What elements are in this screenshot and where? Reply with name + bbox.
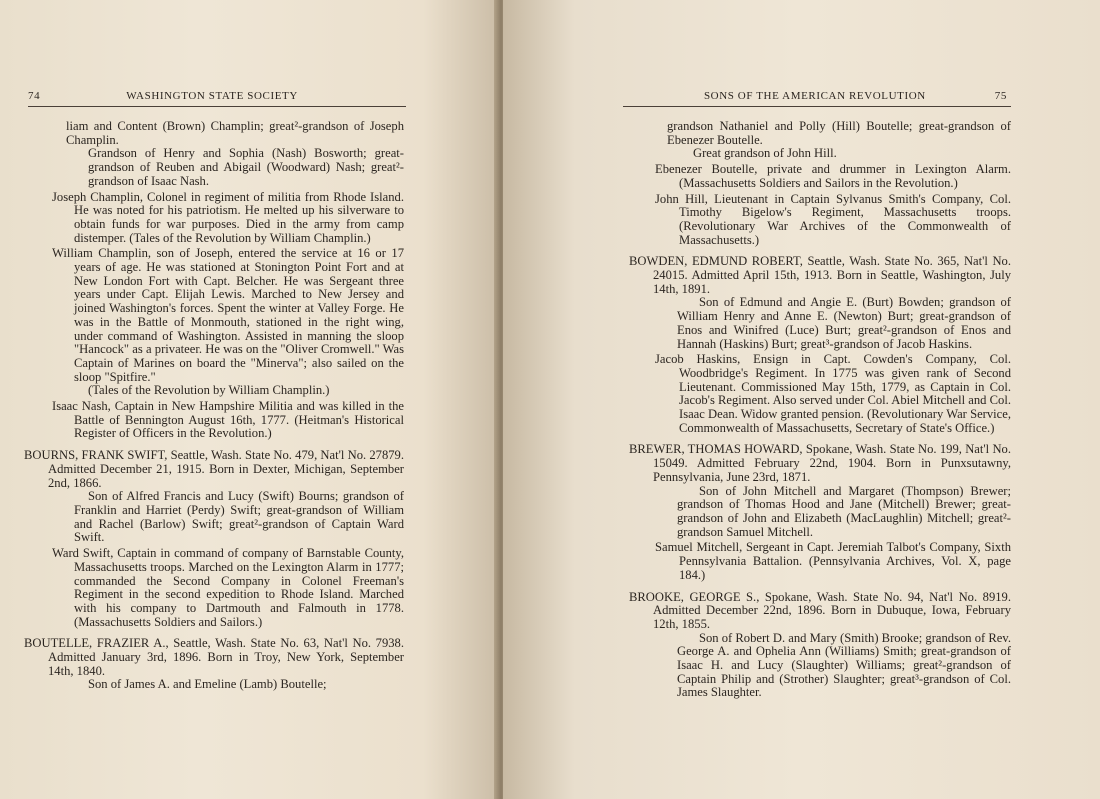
page-number: 74 bbox=[28, 90, 41, 102]
member-entry: BOURNS, FRANK SWIFT, Seattle, Wash. State No. 479, Nat'l No. 27879. Admitted December 21, 1915. Born in Dexter, Michigan, September 2nd, 1866. bbox=[24, 448, 404, 490]
left-page-body bbox=[24, 120, 404, 692]
left-page-header bbox=[28, 90, 404, 102]
paragraph: Son of Robert D. and Mary (Smith) Brooke; grandson of Rev. George A. and Ophelia Ann (Williams) Smith; great-grandson of Isaac H. and Lucy (Slaughter) Williams; great²-grandson of Captain Philip and (Strother) Slaughter; great³-grandson of Col. James Slaughter. bbox=[677, 630, 1011, 700]
paragraph: William Champlin, son of Joseph, entered the service at 16 or 17 years of age. He was stationed at Stonington Point Fort and at New London Fort with Capt. Belcher. He was Sergeant three years under Capt. Elijah Lewis. Marched to New Jersey and joined Washington's forces. Spent the winter at Valley Forge. He was in the Battle of Monmouth, stationed in the right wing, under command of Washington. Assisted in manning the sloop "Hancock" as a privateer. He was on the "Oliver Cromwell." Was Captain of Marines on board the "Minerva"; also sailed on the sloop "Spitfire." bbox=[52, 246, 404, 384]
member-entry: BOUTELLE, FRAZIER A., Seattle, Wash. State No. 63, Nat'l No. 7938. Admitted January 3rd, 1896. Born in Troy, New York, September 14th, 1840. bbox=[24, 636, 404, 678]
header-rule bbox=[28, 106, 406, 107]
member-entry: BREWER, THOMAS HOWARD, Spokane, Wash. State No. 199, Nat'l No. 15049. Admitted February 22nd, 1904. Born in Punxsutawny, Pennsylvania, June 23rd, 1871. bbox=[629, 442, 1011, 484]
paragraph: Ebenezer Boutelle, private and drummer in Lexington Alarm. (Massachusetts Soldiers and Sailors in the Revolution.) bbox=[655, 162, 1011, 190]
header-rule bbox=[623, 106, 1011, 107]
member-entry: BROOKE, GEORGE S., Spokane, Wash. State No. 94, Nat'l No. 8919. Admitted December 22nd, 1896. Born in Dubuque, Iowa, February 12th, 1855. bbox=[629, 589, 1011, 631]
paragraph: John Hill, Lieutenant in Captain Sylvanus Smith's Company, Col. Timothy Bigelow's Regiment, Massachusetts troops. (Revolutionary War Archives of the Commonwealth of Massachusetts.) bbox=[655, 191, 1011, 247]
right-page bbox=[503, 0, 1100, 799]
paragraph: Son of Edmund and Angie E. (Burt) Bowden; grandson of William Henry and Anne E. (Newton) Burt; great-grandson of Enos and Winifred (Luce) Burt; great²-grandson of Enos and Hannah (Haskins) Burt; great³-grandson of Jacob Haskins. bbox=[677, 295, 1011, 351]
page-number: 75 bbox=[994, 90, 1007, 102]
running-head: WASHINGTON STATE SOCIETY bbox=[126, 90, 298, 102]
paragraph: Great grandson of John Hill. bbox=[693, 146, 837, 161]
paragraph: grandson Nathaniel and Polly (Hill) Boutelle; great-grandson of Ebenezer Boutelle. bbox=[667, 119, 1011, 147]
right-page-header bbox=[625, 90, 1007, 102]
left-page bbox=[0, 0, 498, 799]
running-head: SONS OF THE AMERICAN REVOLUTION bbox=[703, 90, 926, 102]
member-entry: BOWDEN, EDMUND ROBERT, Seattle, Wash. State No. 365, Nat'l No. 24015. Admitted April 15th, 1913. Born in Seattle, Washington, July 14th, 1891. bbox=[629, 254, 1011, 296]
paragraph: Isaac Nash, Captain in New Hampshire Militia and was killed in the Battle of Bennington August 16th, 1777. (Heitman's Historical Register of Officers in the Revolution.) bbox=[52, 399, 404, 441]
paragraph: Ward Swift, Captain in command of company of Barnstable County, Massachusetts troops. Marched on the Lexington Alarm in 1777; commanded the Second Company in Colonel Freeman's Regiment in the second expedition to Rhode Island. Marched with his company to Dartmouth and Falmouth in 1778. (Massachusetts Soldiers and Sailors.) bbox=[52, 546, 404, 629]
paragraph: liam and Content (Brown) Champlin; great²-grandson of Joseph Champlin. bbox=[66, 119, 404, 147]
paragraph: Jacob Haskins, Ensign in Capt. Cowden's Company, Col. Woodbridge's Regiment. In 1775 was given rank of Second Lieutenant. Commissioned May 15th, 1779, as Captain in Col. Jacob's Regiment. Also served under Col. Abiel Mitchell and Col. Isaac Dean. Widow granted pension. (Revolutionary War Service, Commonwealth of Massachusetts, Secretary of State's Office.) bbox=[655, 352, 1011, 435]
paragraph: Samuel Mitchell, Sergeant in Capt. Jeremiah Talbot's Company, Sixth Pennsylvania Battalion. (Pennsylvania Archives, Vol. X, page 184.) bbox=[655, 540, 1011, 582]
paragraph: Son of Alfred Francis and Lucy (Swift) Bourns; grandson of Franklin and Harriet (Perdy) Swift; great-grandson of William and Rachel (Barlow) Swift; great²-grandson of Captain Ward Swift. bbox=[74, 489, 404, 545]
paragraph: Grandson of Henry and Sophia (Nash) Bosworth; great-grandson of Reuben and Abigail (Woodward) Nash; great²-grandson of Isaac Nash. bbox=[88, 146, 404, 188]
paragraph: Joseph Champlin, Colonel in regiment of militia from Rhode Island. He was noted for his patriotism. He melted up his silverware to obtain funds for war purposes. Died in the army from camp distemper. (Tales of the Revolution by William Champlin.) bbox=[52, 189, 404, 245]
right-page-body bbox=[629, 120, 1011, 700]
paragraph: (Tales of the Revolution by William Champlin.) bbox=[88, 383, 330, 398]
paragraph: Son of James A. and Emeline (Lamb) Boutelle; bbox=[88, 677, 327, 692]
paragraph: Son of John Mitchell and Margaret (Thompson) Brewer; grandson of Thomas Hood and Jane (Mitchell) Brewer; great-grandson of John and Elizabeth (MacLaughlin) Mitchell; great²-grandson Samuel Mitchell. bbox=[677, 483, 1011, 539]
